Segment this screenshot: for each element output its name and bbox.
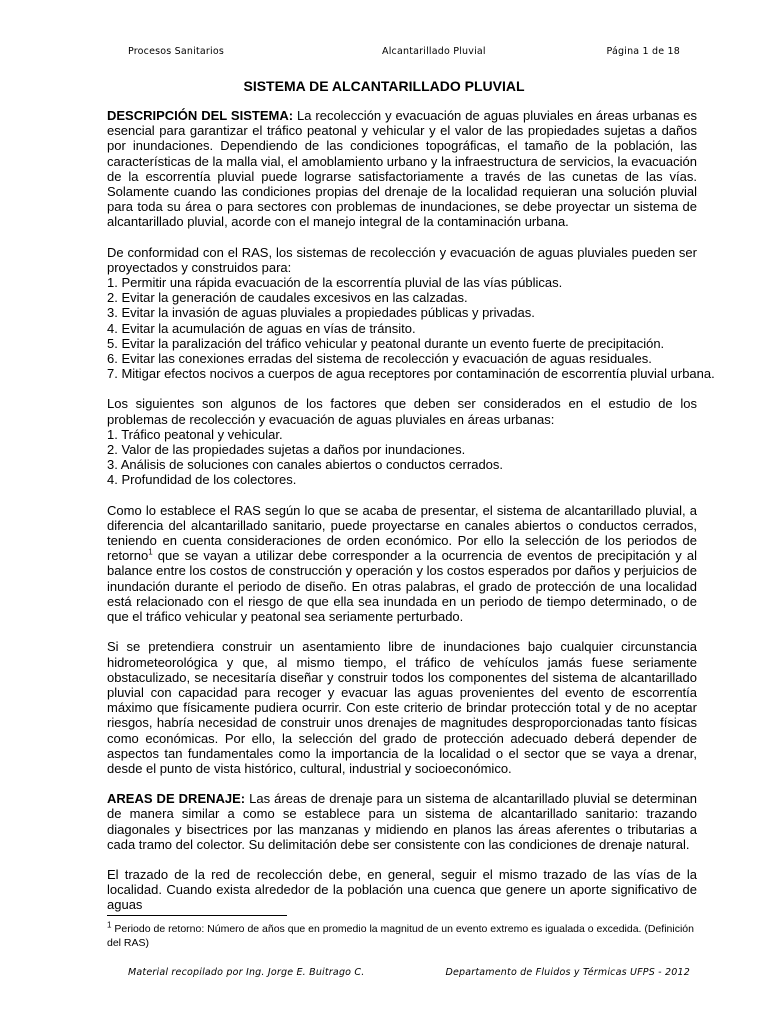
list-item: 6. Evitar las conexiones erradas del sistema de recolección y evacuación de aguas residuales.	[107, 351, 652, 367]
footnote-mark: 1	[107, 920, 112, 930]
header-course: Procesos Sanitarios	[128, 46, 225, 57]
ras-list	[107, 244, 715, 382]
paragraph-areas-text: Las áreas de drenaje para un sistema de alcantarillado pluvial se determinan de manera similar a como se establece para un sistema de alcantarillado sanitario: trazando diagonales y bisectrices por las manzanas y midiendo en planos las áreas aferentes o tributarias a cada tramo del colector. Su delimitación debe ser consistente con las condiciones de drenaje natural.	[107, 791, 697, 852]
paragraph-areas	[107, 791, 697, 852]
document-body	[107, 108, 715, 928]
list-item: 3. Evitar la invasión de aguas pluviales a propiedades públicas y privadas.	[107, 305, 535, 321]
paragraph-descripcion	[107, 108, 697, 230]
footnote-divider	[107, 915, 287, 916]
header-page-number: Página 1 de 18	[606, 46, 680, 57]
paragraph-ras	[107, 503, 697, 625]
factores-intro: Los siguientes son algunos de los factores que deben ser considerados en el estudio de los problemas de recolección y evacuación de aguas pluviales en áreas urbanas:	[107, 396, 697, 427]
footnote-reference: 1	[148, 547, 153, 557]
list-item: 3. Análisis de soluciones con canales abiertos o conductos cerrados.	[107, 457, 504, 473]
footnote-text: Periodo de retorno: Número de años que en promedio la magnitud de un evento extremo es igualada o excedida. (Definición del RAS)	[107, 923, 694, 949]
list-item: 2. Valor de las propiedades sujetas a daños por inundaciones.	[107, 442, 466, 458]
list-item: 1. Tráfico peatonal y vehicular.	[107, 426, 283, 442]
list-item: 1. Permitir una rápida evacuación de la escorrentía pluvial de las vías públicas.	[107, 275, 563, 291]
ras-intro: De conformidad con el RAS, los sistemas de recolección y evacuación de aguas pluviales pueden ser proyectados y construidos para:	[107, 244, 697, 275]
list-item: 2. Evitar la generación de caudales excesivos en las calzadas.	[107, 290, 468, 306]
header-topic: Alcantarillado Pluvial	[382, 46, 486, 57]
paragraph-ras-part-b: que se vayan a utilizar debe corresponder a la ocurrencia de eventos de precipitación y al balance entre los costos de construcción y operación y los costos esperados por daños y perjuicios de inundación durante el periodo de diseño. En otras palabras, el grado de protección de una localidad está relacionado con el riesgo de que ella sea inundada en un periodo de tiempo determinado, o de que el tráfico vehicular y peatonal sea seriamente perturbado.	[107, 548, 697, 625]
page-title: SISTEMA DE ALCANTARILLADO PLUVIAL	[243, 78, 525, 94]
factores-list	[107, 396, 697, 487]
paragraph-descripcion-text: La recolección y evacuación de aguas pluviales en áreas urbanas es esencial para garantizar el tráfico peatonal y vehicular y el valor de las propiedades sujetas a daños por inundaciones. Dependiendo de las condiciones topográficas, el tamaño de la población, las características de la malla vial, el amoblamiento urbano y la infraestructura de servicios, la evacuación de la escorrentía pluvial puede lograrse satisfactoriamente a través de las cunetas de las vías. Solamente cuando las condiciones propias del drenaje de la localidad requieran una solución pluvial para toda su área o para sectores con problemas de inundaciones, se debe proyectar un sistema de alcantarillado pluvial, acorde con el manejo integral de la contaminación urbana.	[107, 108, 697, 230]
footer-department: Departamento de Fluidos y Térmicas UFPS - 2012	[445, 967, 690, 978]
paragraph-asentamiento: Si se pretendiera construir un asentamiento libre de inundaciones bajo cualquier circunstancia hidrometeorológica y que, al mismo tiempo, el tráfico de vehículos jamás fuese seriamente obstaculizado, se necesitaría diseñar y construir todos los componentes del sistema de alcantarillado pluvial con capacidad para recoger y evacuar las aguas provenientes del evento de escorrentía máximo que físicamente pudiera ocurrir. Con este criterio de brindar protección total y de no aceptar riesgos, habría necesidad de construir unos drenajes de magnitudes desproporcionadas tanto físicas como económicas. Por ello, la selección del grado de protección adecuado deberá depender de aspectos tan fundamentales como la importancia de la localidad o el sector que se vaya a drenar, desde el punto de vista histórico, cultural, industrial y socioeconómico.	[107, 639, 697, 776]
paragraph-ras-part-a: Como lo establece el RAS según lo que se acaba de presentar, el sistema de alcantarillado pluvial, a diferencia del alcantarillado sanitario, puede proyectarse en canales abiertos o conductos cerrados, teniendo en cuenta consideraciones de orden económico. Por ello la selección de los periodos de retorno	[107, 502, 697, 564]
list-item: 4. Profundidad de los colectores.	[107, 472, 297, 488]
footnote	[107, 922, 697, 950]
section-heading-descripcion: DESCRIPCIÓN DEL SISTEMA:	[107, 108, 294, 123]
paragraph-trazado: El trazado de la red de recolección debe, en general, seguir el mismo trazado de las vías de la localidad. Cuando exista alrededor de la población una cuenca que genere un aporte significativo de aguas	[107, 866, 697, 913]
section-heading-areas: AREAS DE DRENAJE:	[107, 791, 246, 807]
list-item: 7. Mitigar efectos nocivos a cuerpos de agua receptores por contaminación de escorrentía pluvial urbana.	[107, 366, 715, 382]
list-item: 4. Evitar la acumulación de aguas en vías de tránsito.	[107, 320, 416, 336]
list-item: 5. Evitar la paralización del tráfico vehicular y peatonal durante un evento fuerte de precipitación.	[107, 335, 665, 351]
footer-author: Material recopilado por Ing. Jorge E. Buitrago C.	[128, 967, 365, 978]
